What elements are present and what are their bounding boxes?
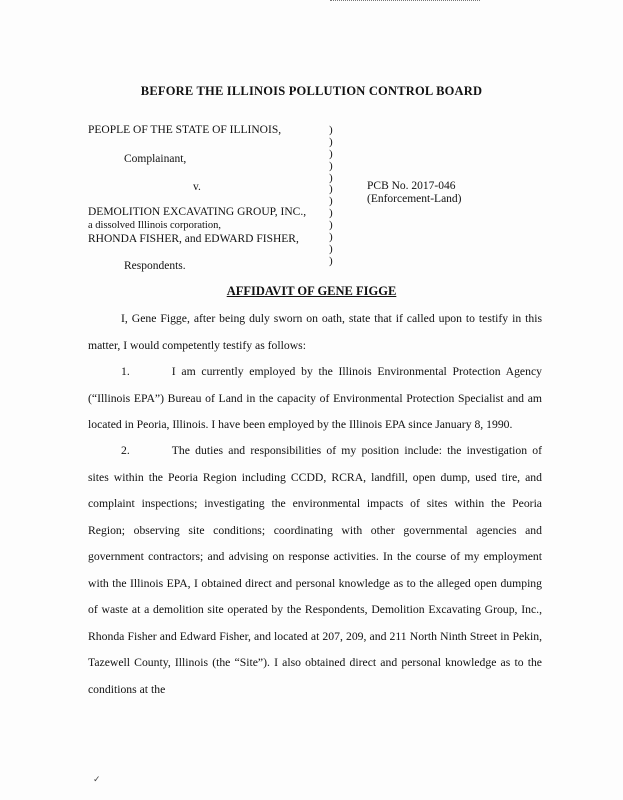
case-number: PCB No. 2017-046 bbox=[367, 180, 456, 192]
paragraph-1-number: 1. bbox=[121, 365, 130, 378]
scan-artifact-top bbox=[330, 0, 480, 5]
intro-paragraph: I, Gene Figge, after being duly sworn on oath, state that if called upon to testify in this matter, I would competently testify as follows: bbox=[88, 312, 542, 352]
board-heading: BEFORE THE ILLINOIS POLLUTION CONTROL BOARD bbox=[140, 84, 483, 98]
defendant-company: DEMOLITION EXCAVATING GROUP, INC., bbox=[88, 206, 307, 218]
caption-parenthesis-column: ) ) ) ) ) ) ) ) ) ) ) ) bbox=[329, 124, 333, 267]
defendant-company-description: a dissolved Illinois corporation, bbox=[88, 220, 221, 231]
affidavit-title: AFFIDAVIT OF GENE FIGGE bbox=[226, 284, 397, 298]
versus-label: v. bbox=[193, 181, 201, 193]
paragraph-1 bbox=[88, 359, 542, 439]
scan-mark-bottom: ✓ bbox=[93, 774, 101, 784]
respondents-label: Respondents. bbox=[124, 260, 186, 272]
paragraph-2 bbox=[88, 438, 542, 703]
case-type: (Enforcement-Land) bbox=[367, 193, 462, 205]
paragraph-2-text: The duties and responsibilities of my position include: the investigation of sites within the Peoria Region including CCDD, RCRA, landfill, open dump, used tire, and complaint inspections; investigating the environmental impacts of sites within the Peoria Region; observing site conditions; coordinating with other governmental agencies and government contractors; and advising on response activities. In the course of my employment with the Illinois EPA, I obtained direct and personal knowledge as to the alleged open dumping of waste at a demolition site operated by the Respondents, Demolition Excavating Group, Inc., Rhonda Fisher and Edward Fisher, and located at 207, 209, and 211 North Ninth Street in Pekin, Tazewell County, Illinois (the “Site”). I also obtained direct and personal knowledge as to the conditions at the bbox=[88, 444, 542, 696]
complainant-label: Complainant, bbox=[124, 153, 187, 165]
paragraph-2-number: 2. bbox=[121, 444, 130, 457]
defendant-individuals: RHONDA FISHER, and EDWARD FISHER, bbox=[88, 233, 299, 245]
plaintiff-name: PEOPLE OF THE STATE OF ILLINOIS, bbox=[88, 124, 282, 136]
paragraph-1-text: I am currently employed by the Illinois Environmental Protection Agency (“Illinois EPA”) Bureau of Land in the capacity of Environmental Protection Specialist and am located in Peoria, Illinois. I have been employed by the Illinois EPA since January 8, 1990. bbox=[88, 365, 542, 431]
